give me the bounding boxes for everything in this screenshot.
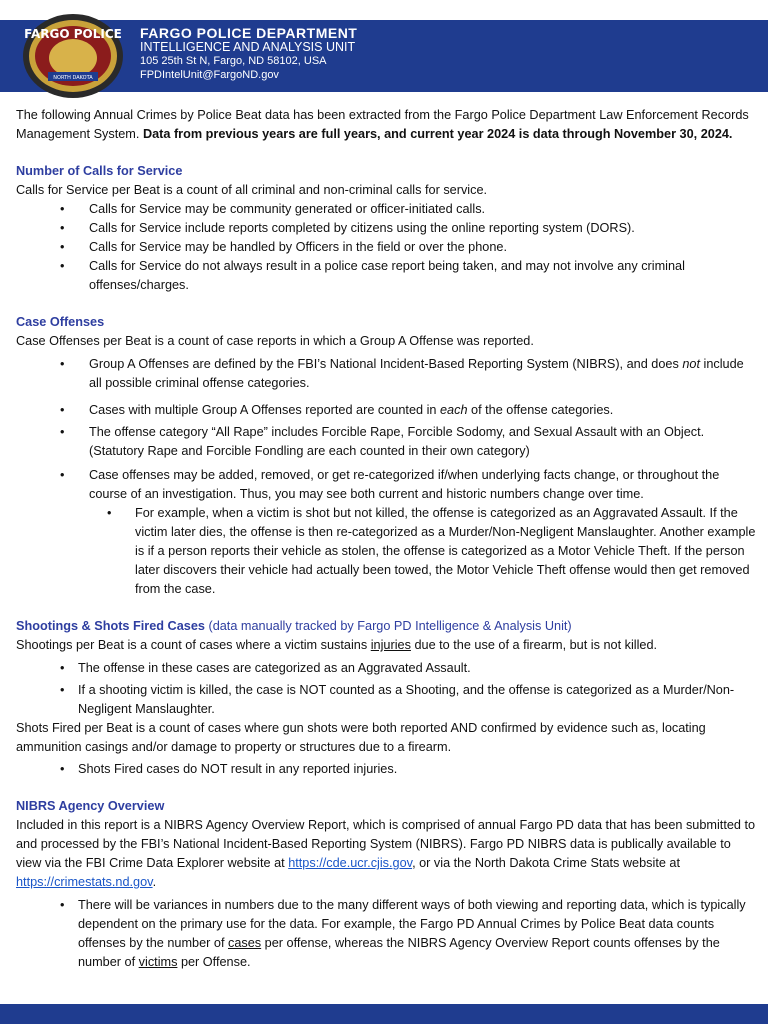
shots-fired-list [16, 760, 756, 779]
list-item: • If a shooting victim is killed, the case is NOT counted as a Shooting, and the offense is categorized as a Murder/Non-Negligent Manslaughter. [16, 681, 756, 719]
intro-bold: Data from previous years are full years, and current year 2024 is data through November 30, 2024. [142, 127, 733, 141]
badge-top-text: FARGO POLICE [24, 27, 122, 41]
list-item: • Cases with multiple Group A Offenses reported are counted in each of the offense categories. [16, 401, 756, 420]
offenses-description: Case Offenses per Beat is a count of case reports in which a Group A Offense was reported. [16, 334, 534, 348]
list-item: • Calls for Service include reports completed by citizens using the online reporting system (DORS). [16, 219, 756, 238]
offenses-sublist [16, 504, 756, 599]
list-item: • There will be variances in numbers due to the many different ways of both viewing and reporting data, which is typically dependent on the primary use for the data. For example, the Fargo PD Annual Crimes by Police Beat data counts offenses by the number of cases per offense, whereas the NIBRS Agency Overview Report counts offenses by the number of victims per Offense. [16, 896, 756, 972]
offenses-heading: Case Offenses [16, 315, 105, 329]
list-item: • Case offenses may be added, removed, or get re-categorized if/when underlying facts change, or throughout the course of an investigation. Thus, you may see both current and historic numbers change over time. [16, 466, 756, 504]
intro-paragraph: The following Annual Crimes by Police Beat data has been extracted from the Fargo Police Department Law Enforcement Records Management System. Data from previous years are full years, and current year 2024 is data through November 30, 2024. [16, 108, 749, 141]
shots-fired-description: Shots Fired per Beat is a count of cases where gun shots were both reported AND confirmed by evidence such as, locating ammunition casings and/or damage to property or structures due to a firearm. [16, 721, 706, 754]
calls-description: Calls for Service per Beat is a count of all criminal and non-criminal calls for service. [16, 183, 488, 197]
list-item: • The offense category “All Rape” includes Forcible Rape, Forcible Sodomy, and Sexual Assault with an Object. (Statutory Rape and Forcible Fondling are each counted in their own category) [16, 423, 756, 461]
nibrs-list [16, 896, 756, 972]
list-item: • Shots Fired cases do NOT result in any reported injuries. [16, 760, 756, 779]
department-address: 105 25th St N, Fargo, ND 58102, USA [140, 55, 327, 67]
unit-name: INTELLIGENCE AND ANALYSIS UNIT [140, 40, 356, 54]
calls-heading: Number of Calls for Service [16, 164, 183, 178]
nibrs-description: Included in this report is a NIBRS Agency Overview Report, which is comprised of annual Fargo PD data that has been submitted to and processed by the FBI’s National Incident-Based Reporting System (NIBRS). Fargo PD NIBRS data is publically available to view via the FBI Crime Data Explorer website at https://cde.ucr.cjis.gov, or via the North Dakota Crime Stats website at https://crimestats.nd.gov. [16, 818, 756, 889]
document-body [16, 106, 756, 972]
offenses-list [16, 355, 756, 504]
list-item: • Calls for Service may be handled by Officers in the field or over the phone. [16, 238, 756, 257]
nd-crimestats-link[interactable]: https://crimestats.nd.gov [16, 875, 153, 889]
shootings-heading: Shootings & Shots Fired Cases (data manually tracked by Fargo PD Intelligence & Analysis Unit) [16, 619, 572, 633]
nibrs-heading: NIBRS Agency Overview [16, 799, 165, 813]
list-item: • Calls for Service may be community generated or officer-initiated calls. [16, 200, 756, 219]
header-text [140, 26, 357, 82]
calls-list [16, 200, 756, 295]
footer-bar [0, 1004, 768, 1024]
badge-bottom-text: NORTH DAKOTA [53, 75, 93, 81]
list-item: • Group A Offenses are defined by the FBI’s National Incident-Based Reporting System (NIBRS), and does not include all possible criminal offense categories. [16, 355, 756, 393]
list-item: • The offense in these cases are categorized as an Aggravated Assault. [16, 659, 756, 678]
shootings-description: Shootings per Beat is a count of cases where a victim sustains injuries due to the use of a firearm, but is not killed. [16, 638, 658, 652]
shootings-list [16, 659, 756, 719]
police-badge-logo [18, 10, 128, 100]
department-email[interactable]: FPDIntelUnit@FargoND.gov [140, 69, 279, 81]
list-item: • Calls for Service do not always result in a police case report being taken, and may not involve any criminal offenses/charges. [16, 257, 756, 295]
list-item: • For example, when a victim is shot but not killed, the offense is categorized as an Aggravated Assault. If the victim later dies, the offense is then re-categorized as a Murder/Non-Negligent Manslaughter. Another example is if a person reports their vehicle as stolen, the offense is categorized as a Motor Vehicle Theft. If the person later discovers their vehicle had actually been towed, the Motor Vehicle Theft offense would then get removed from the case. [16, 504, 756, 599]
department-title: FARGO POLICE DEPARTMENT [140, 25, 358, 41]
fbi-cde-link[interactable]: https://cde.ucr.cjis.gov [288, 856, 413, 870]
